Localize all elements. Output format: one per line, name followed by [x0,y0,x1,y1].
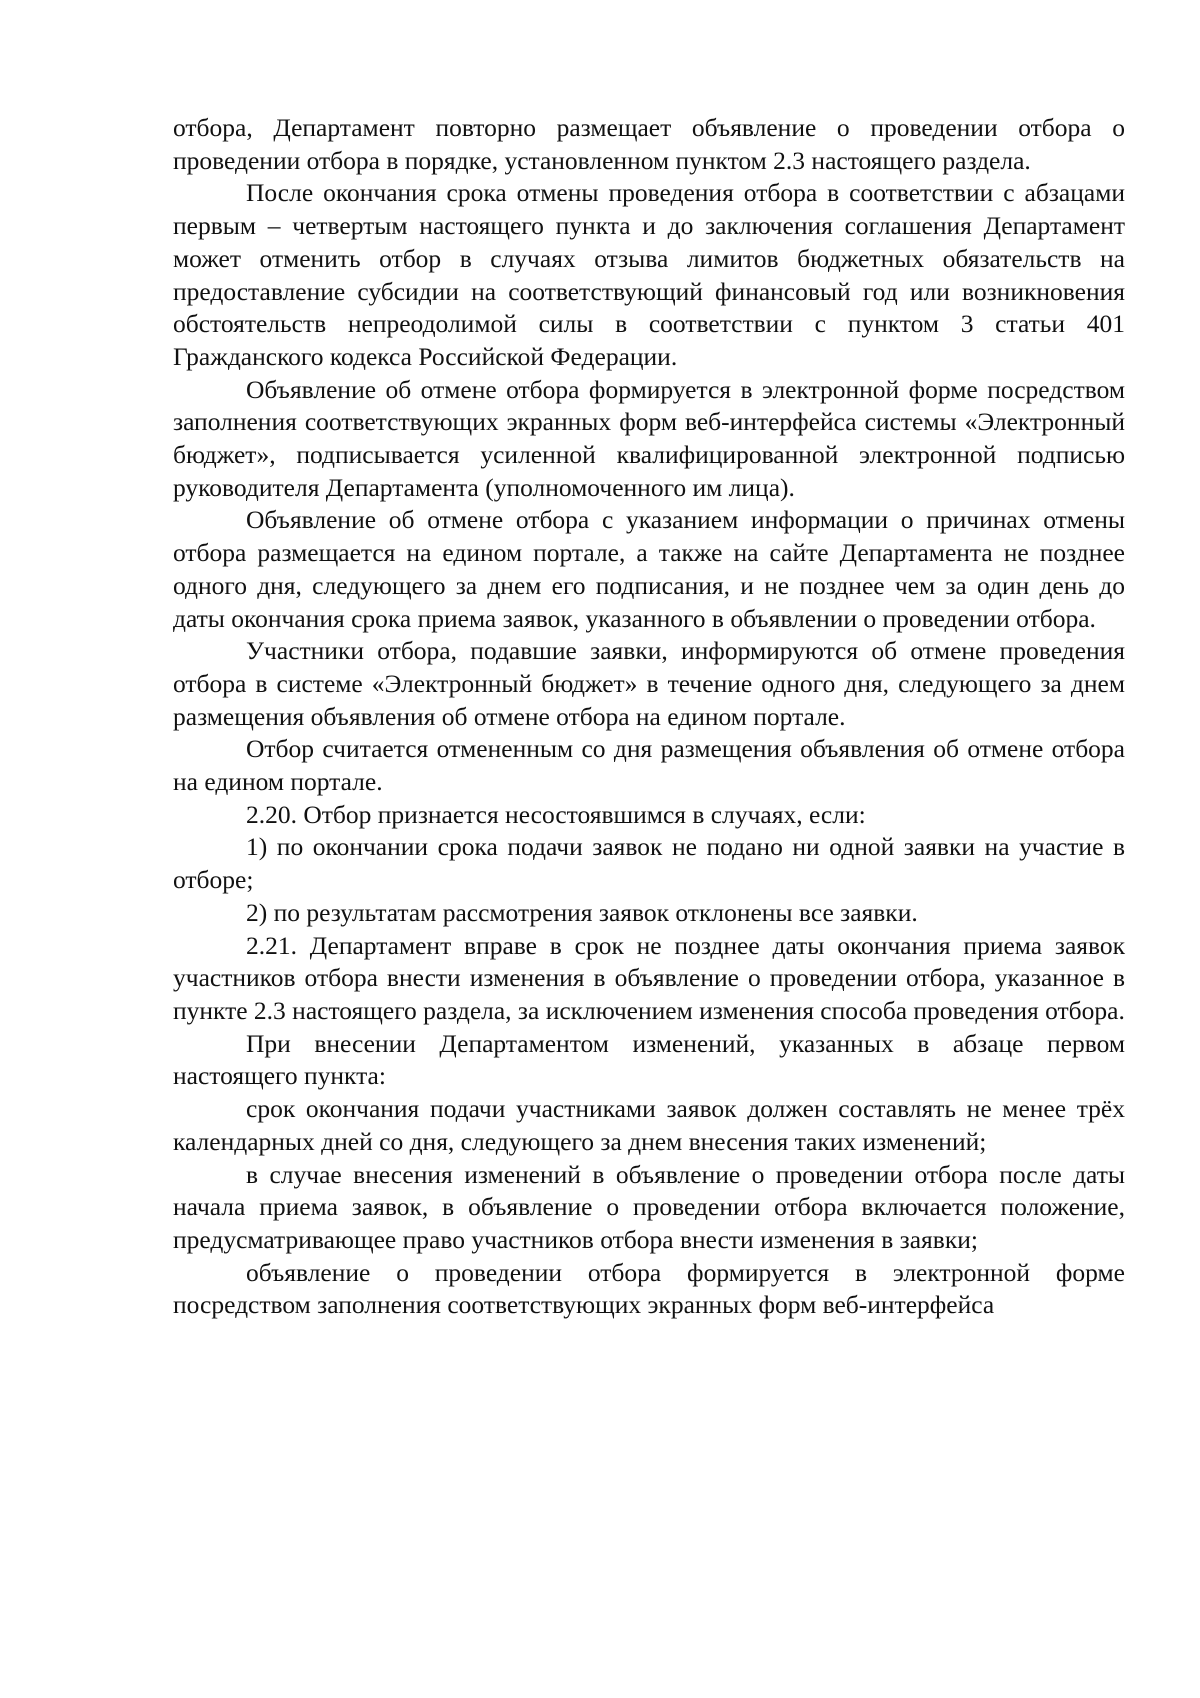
paragraph-9: 2) по результатам рассмотрения заявок отклонены все заявки. [246,897,918,927]
document-page [173,112,1125,1322]
paragraph-2: После окончания срока отмены проведения отбора в соответствии с абзацами первым – четвертым настоящего пункта и до заключения соглашения Департамент может отменить отбор в случаях отзыва лимитов бюджетных обязательств на предоставление субсидии на соответствующий финансовый год или возникновения обстоятельств непреодолимой силы в соответствии с пунктом 3 статьи 401 Гражданского кодекса Российской Федерации. [173,178,1125,371]
paragraph-8: 1) по окончании срока подачи заявок не подано ни одной заявки на участие в отборе; [173,832,1125,895]
paragraph-11: При внесении Департаментом изменений, указанных в абзаце первом настоящего пункта: [173,1028,1125,1091]
paragraph-10: 2.21. Департамент вправе в срок не позднее даты окончания приема заявок участников отбора внести изменения в объявление о проведении отбора, указанное в пункте 2.3 настоящего раздела, за исключением изменения способа проведения отбора. [173,930,1125,1025]
paragraph-4: Объявление об отмене отбора с указанием информации о причинах отмены отбора размещается на едином портале, а также на сайте Департамента не позднее одного дня, следующего за днем его подписания, и не позднее чем за один день до даты окончания срока приема заявок, указанного в объявлении о проведении отбора. [173,505,1125,633]
paragraph-3: Объявление об отмене отбора формируется в электронной форме посредством заполнения соответствующих экранных форм веб-интерфейса системы «Электронный бюджет», подписывается усиленной квалифицированной электронной подписью руководителя Департамента (уполномоченного им лица). [173,374,1125,502]
paragraph-6: Отбор считается отмененным со дня размещения объявления об отмене отбора на едином портале. [173,734,1125,797]
paragraph-5: Участники отбора, подавшие заявки, информируются об отмене проведения отбора в системе «Электронный бюджет» в течение одного дня, следующего за днем размещения объявления об отмене отбора на едином портале. [173,636,1125,731]
paragraph-12: срок окончания подачи участниками заявок должен составлять не менее трёх календарных дней со дня, следующего за днем внесения таких изменений; [173,1094,1125,1156]
paragraph-13: в случае внесения изменений в объявление о проведении отбора после даты начала приема заявок, в объявление о проведении отбора включается положение, предусматривающее право участников отбора внести изменения в заявки; [173,1159,1125,1254]
paragraph-7: 2.20. Отбор признается несостоявшимся в случаях, если: [246,799,866,829]
paragraph-1: отбора, Департамент повторно размещает объявление о проведении отбора о проведении отбора в порядке, установленном пунктом 2.3 настоящего раздела. [173,113,1125,175]
paragraph-14: объявление о проведении отбора формируется в электронной форме посредством заполнения соответствующих экранных форм веб-интерфейса [173,1257,1125,1320]
